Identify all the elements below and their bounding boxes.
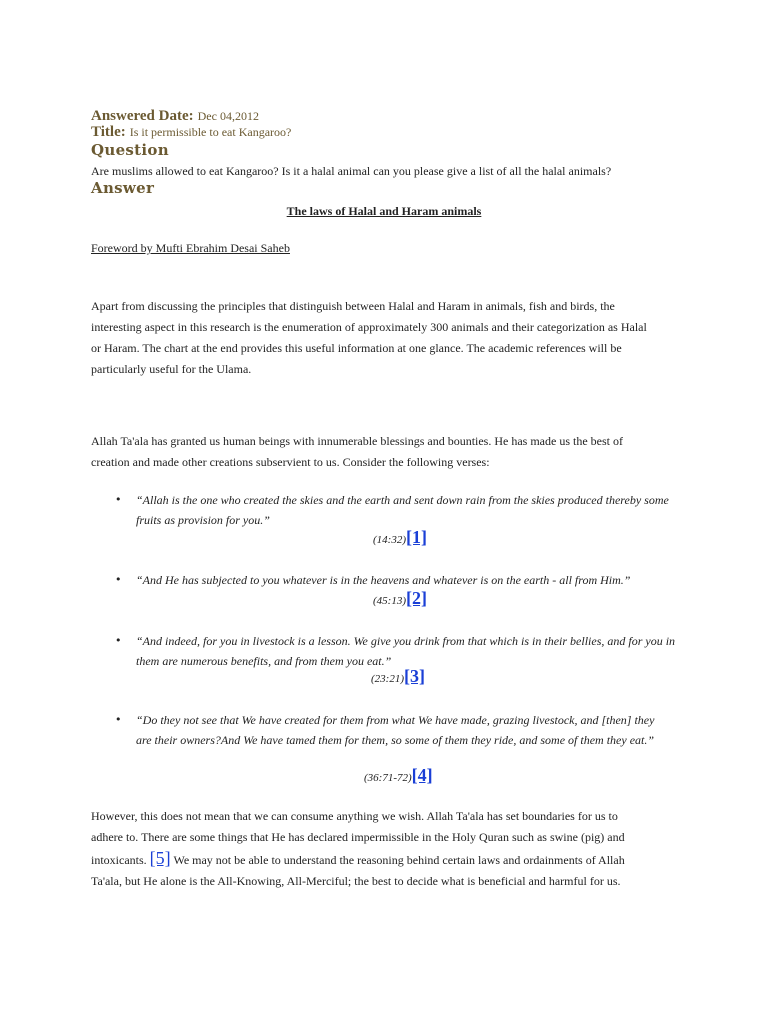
question-text: Are muslims allowed to eat Kangaroo? Is it a halal animal can you please give a list of all the halal animals? — [91, 164, 612, 178]
bullet-icon: • — [115, 493, 122, 506]
bullet-icon: • — [115, 573, 122, 586]
answer-subheading: The laws of Halal and Haram animals — [286, 204, 482, 218]
question-heading: Question — [91, 141, 169, 159]
bullet-icon: • — [115, 634, 122, 647]
intro-paragraph: Apart from discussing the principles that distinguish between Halal and Haram in animals, fish and birds, the interesting aspect in this research is the enumeration of approximately 300 animals and their categorization as Halal or Haram. The chart at the end provides this useful information at one glance. The academic references will be particularly useful for the Ulama. — [91, 299, 647, 376]
title-value: Is it permissible to eat Kangaroo? — [129, 125, 292, 139]
title-label: Title: — [91, 124, 126, 140]
answer-heading: Answer — [91, 179, 155, 197]
answered-date-value: Dec 04,2012 — [197, 109, 259, 123]
title-line — [91, 123, 291, 141]
verse-citation: (14:32) — [373, 534, 406, 546]
verse-reference — [371, 666, 425, 687]
boundaries-paragraph — [91, 806, 651, 892]
boundaries-text-before: However, this does not mean that we can consume anything we wish. Allah Ta'ala has set boundaries for us to adhere to. There are some things that He has declared impermissible in the Holy Quran such as swine (pig) and intoxicants. — [91, 809, 625, 867]
blessings-paragraph: Allah Ta'ala has granted us human beings with innumerable blessings and bounties. He has made us the best of creation and made other creations subservient to us. Consider the following verses: — [91, 434, 623, 469]
footnote-link[interactable]: [1] — [406, 527, 427, 547]
verse-citation: (45:13) — [373, 595, 406, 607]
verse-quote: “Allah is the one who created the skies and the earth and sent down rain from the skies produced thereby some fruits as provision for you.” — [136, 493, 669, 527]
verse-quote: “Do they not see that We have created for them from what We have made, grazing livestock, and [then] they are their owners?And We have tamed them for them, so some of them they ride, and some of them they eat.” — [136, 713, 655, 747]
answered-date-label: Answered Date: — [91, 108, 194, 124]
verse-reference — [364, 765, 433, 786]
footnote-link[interactable]: [2] — [406, 588, 427, 608]
foreword-line: Foreword by Mufti Ebrahim Desai Saheb — [91, 241, 290, 255]
verse-quote: “And He has subjected to you whatever is in the heavens and whatever is on the earth - all from Him.” — [136, 573, 631, 587]
footnote-link[interactable]: [3] — [404, 666, 425, 686]
verse-citation: (23:21) — [371, 673, 404, 685]
boundaries-text-after: We may not be able to understand the reasoning behind certain laws and ordainments of Allah Ta'ala, but He alone is the All-Knowing, All-Merciful; the best to decide what is beneficial and harmful for us. — [91, 853, 625, 888]
verse-citation: (36:71-72) — [364, 772, 412, 784]
verse-quote: “And indeed, for you in livestock is a lesson. We give you drink from that which is in their bellies, and for you in them are numerous benefits, and from them you eat.” — [136, 634, 676, 668]
verse-reference — [373, 588, 427, 609]
bullet-icon: • — [115, 713, 122, 726]
footnote-link[interactable]: [4] — [411, 765, 433, 785]
verse-reference — [373, 527, 427, 548]
footnote-link[interactable]: [5] — [149, 848, 171, 868]
